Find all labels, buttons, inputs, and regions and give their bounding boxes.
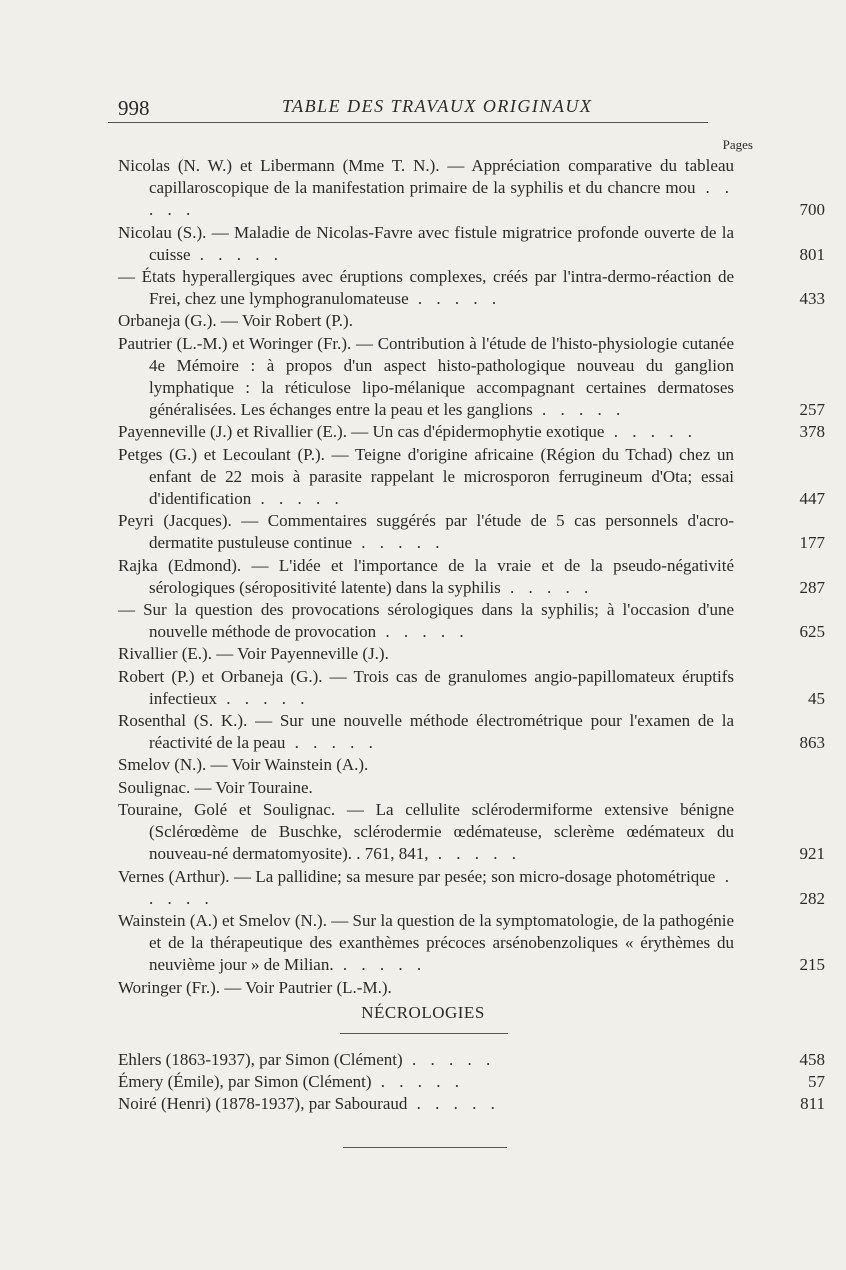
index-entry — [118, 222, 825, 266]
entry-page-number: 921 — [799, 844, 825, 864]
entry-text: Rosenthal (S. K.). — Sur une nouvelle méthode électrométrique pour l'examen de la réactivité de la peau — [118, 711, 734, 753]
leader-dots: . . . . . — [532, 400, 626, 420]
entry-page-number: 45 — [808, 688, 825, 708]
entry-page-number: 811 — [800, 1094, 825, 1114]
entry-text: Noiré (Henri) (1878-1937), par Sabouraud — [118, 1094, 408, 1114]
entry-page-number: 215 — [799, 955, 825, 975]
index-entry — [118, 510, 825, 554]
index-entry — [118, 777, 734, 799]
entry-page-number: 378 — [799, 422, 825, 442]
leader-dots: . . . . . — [352, 533, 445, 553]
running-title: TABLE DES TRAVAUX ORIGINAUX — [282, 96, 593, 116]
necrology-entry — [118, 1071, 825, 1093]
index-entry — [118, 444, 825, 511]
page-header — [118, 96, 708, 120]
index-entry — [118, 977, 734, 999]
entry-text: Woringer (Fr.). — Voir Pautrier (L.-M.). — [118, 977, 392, 997]
entry-text: Émery (Émile), par Simon (Clément) — [118, 1072, 372, 1092]
entry-text: Soulignac. — Voir Touraine. — [118, 777, 313, 797]
index-entry — [118, 710, 825, 754]
leader-dots: . . . . . — [149, 866, 735, 908]
entry-text: — Sur la question des provocations sérologiques dans la syphilis; à l'occasion d'une nouvelle méthode de provocation — [118, 600, 734, 642]
leader-dots: . . . . . — [285, 733, 378, 753]
index-entry — [118, 643, 734, 665]
entry-text: Rajka (Edmond). — L'idée et l'importance de la vraie et de la pseudo-négativité sérologiques (séropositivité latente) dans la syphilis — [118, 555, 734, 597]
entry-text: Rivallier (E.). — Voir Payenneville (J.). — [118, 644, 389, 664]
leader-dots: . . . . . — [333, 955, 427, 975]
entry-page-number: 700 — [799, 200, 825, 220]
entry-text: Smelov (N.). — Voir Wainstein (A.). — [118, 755, 369, 775]
entry-text: Ehlers (1863-1937), par Simon (Clément) — [118, 1050, 403, 1069]
entry-page-number: 801 — [799, 244, 825, 264]
entry-text: Payenneville (J.) et Rivallier (E.). — Un cas d'épidermophytie exotique — [118, 422, 605, 442]
leader-dots: . . . . . — [216, 688, 310, 708]
entry-page-number: 458 — [799, 1050, 825, 1069]
index-entry — [118, 266, 825, 310]
entry-page-number: 433 — [799, 289, 825, 309]
index-entry — [118, 555, 825, 599]
entry-text: Pautrier (L.-M.) et Woringer (Fr.). — Contribution à l'étude de l'histo-physiologie cutanée 4e Mémoire : à propos d'un aspect histo-pathologique nouveau du ganglion lymphatique : la réticulose lipo-mélanique accompagnant certaines dermatoses généralisées. Les échanges entre la peau et les ganglions — [118, 333, 734, 420]
entry-text: Robert (P.) et Orbaneja (G.). — Trois cas de granulomes angio-papillomateux éruptifs infectieux — [118, 666, 734, 708]
entry-text: Wainstein (A.) et Smelov (N.). — Sur la question de la symptomatologie, de la pathogénie et de la thérapeutique des exanthèmes précoces arsénobenzoliques « érythèmes du neuvième jour » de Milian. — [118, 910, 734, 975]
entry-page-number: 282 — [799, 888, 825, 908]
entry-page-number: 863 — [799, 733, 825, 753]
index-entries — [0, 155, 825, 999]
index-entry — [118, 421, 825, 443]
index-entry — [118, 866, 825, 910]
leader-dots: . . . . . — [407, 1094, 500, 1114]
leader-dots: . . . . . — [149, 178, 735, 220]
leader-dots: . . . . . — [371, 1072, 465, 1092]
section-title-necrologies: NÉCROLOGIES — [361, 1003, 485, 1022]
entry-page-number: 287 — [799, 577, 825, 597]
leader-dots: . . . . . — [604, 422, 697, 442]
index-entry — [118, 754, 734, 776]
page-number: 998 — [118, 96, 150, 120]
entry-text: — États hyperallergiques avec éruptions complexes, créés par l'intra-dermo-réaction de Frei, chez une lymphogranulomateuse — [118, 267, 734, 309]
entry-text: Peyri (Jacques). — Commentaires suggérés par l'étude de 5 cas personnels d'acro-dermatite pustuleuse continue — [118, 511, 734, 553]
necrology-entry — [118, 1093, 825, 1115]
entry-page-number: 447 — [799, 489, 825, 509]
leader-dots: . . . . . — [402, 1050, 496, 1069]
index-entry — [118, 910, 825, 977]
pages-column-label: Pages — [722, 137, 753, 152]
leader-dots: . . . . . — [376, 622, 469, 642]
entry-text: Vernes (Arthur). — La pallidine; sa mesure par pesée; son micro-dosage photométrique — [118, 866, 716, 886]
entry-page-number: 625 — [799, 622, 825, 642]
entry-text: Touraine, Golé et Soulignac. — La cellulite sclérodermiforme extensive bénigne (Sclérœdème de Buschke, sclérodermie œdémateuse, sclerème œdémateux du nouveau-né dermatomyosite). . 761, 841, — [118, 799, 734, 864]
leader-dots: . . . . . — [428, 844, 521, 864]
section-rule — [340, 1033, 508, 1034]
entry-page-number: 257 — [799, 400, 825, 420]
index-entry — [118, 799, 825, 866]
necrology-entry — [118, 1049, 825, 1071]
index-entry — [118, 666, 825, 710]
entry-text: Orbaneja (G.). — Voir Robert (P.). — [118, 311, 353, 331]
entry-page-number: 177 — [799, 533, 825, 553]
index-entry — [118, 599, 825, 643]
entry-text: Nicolas (N. W.) et Libermann (Mme T. N.). — Appréciation comparative du tableau capillaroscopique de la manifestation primaire de la syphilis et du chancre mou — [118, 156, 734, 198]
necrology-entries — [0, 1049, 825, 1116]
leader-dots: . . . . . — [190, 244, 284, 264]
header-rule — [108, 122, 708, 123]
entry-text: Nicolau (S.). — Maladie de Nicolas-Favre avec fistule migratrice profonde ouverte de la cuisse — [118, 222, 734, 264]
leader-dots: . . . . . — [251, 489, 344, 509]
leader-dots: . . . . . — [408, 289, 502, 309]
index-entry — [118, 333, 825, 422]
bottom-rule — [343, 1147, 507, 1148]
leader-dots: . . . . . — [500, 577, 594, 597]
index-entry — [118, 310, 734, 332]
entry-text: Petges (G.) et Lecoulant (P.). — Teigne d'origine africaine (Région du Tchad) chez un enfant de 22 mois à parasite rappelant le microsporon ferrugineum d'Ota; essai d'identification — [118, 444, 734, 509]
entry-page-number: 57 — [808, 1072, 825, 1092]
index-entry — [118, 155, 825, 222]
